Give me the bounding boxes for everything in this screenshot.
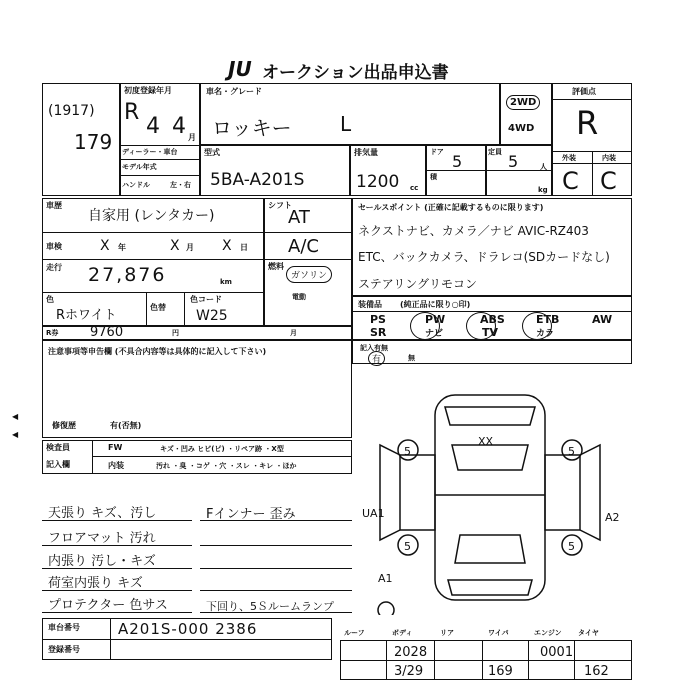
recycle-hint: 記入有無 [360,344,388,352]
chassis-label: 車台番号 [48,623,80,632]
color-value: Rホワイト [56,308,117,323]
dealer-label: ディーラー・車台 [122,148,178,156]
name-label: 車名・グレード [206,87,262,96]
int-label: 内装 [602,154,616,162]
mileage-label: 走行 [46,263,62,272]
ext-label: 外装 [562,154,576,162]
interior-label: 内装 [108,461,124,470]
weight-unit: kg [538,186,548,194]
history-label: 修復歴 [52,421,76,430]
ext-value: C [562,167,579,195]
month-unit: 月 [188,133,196,142]
equip-ps: PS [370,313,386,326]
year-label: 初度登録年月 [124,86,172,95]
color-code-value: W25 [196,308,228,324]
recycle-check-box [352,340,632,364]
fw-row: キズ・凹み ヒビ(ピ) ・リペア跡 ・X型 [160,445,284,453]
notes-label: 注意事項等申告欄 (不具合内容等は具体的に記入して下さい) [48,347,267,356]
bottom-v3: 169 [488,664,513,679]
recycle-unit: 円 [172,329,179,337]
damage-ua1: UA1 [362,507,385,520]
doors-value: 5 [452,152,463,171]
note-line-3: 内張り 汚し・キズ [48,554,156,569]
side-marker-icon: ◀ [12,412,19,421]
seats-unit: 人 [540,163,547,171]
fuel-label: 燃料 [268,262,284,271]
side-marker-icon: ◀ [12,430,19,439]
sales-line-1: ネクストナビ、カメラ／ナビ AVIC-RZ403 [358,224,589,238]
drive-2wd: 2WD [506,95,540,110]
year-era: R [124,100,140,125]
car-damage-diagram [360,385,630,615]
drive-box [500,83,552,145]
shaken-month-unit: 月 [186,243,194,252]
type-value: 5BA-A201S [210,170,305,190]
sales-line-3: ステアリングリモコン [358,277,478,291]
recycle-label: R券 [46,329,59,337]
mileage-value: 27,876 [88,264,167,286]
color-label: 色 [46,295,54,304]
color-code-label: 色コード [190,295,222,304]
weight-label: 積 [430,173,437,181]
yes-option: 有 [368,351,385,366]
handle-options: 左・右 [170,181,191,189]
drive-4wd: 4WD [508,123,535,134]
shaken-year-unit: 年 [118,243,126,252]
equip-etb: ETB [536,313,560,326]
seats-label: 定員 [488,148,502,156]
sales-label: セールスポイント (正確に記載するものに限ります) [358,203,544,212]
note-line-4: 荷室内張り キズ [48,576,143,591]
interior-row: 汚れ ・臭 ・コゲ ・穴 ・スレ ・キレ ・ほか [156,462,297,470]
tire-rl: 5 [404,540,411,553]
usage-value: 自家用 (レンタカー) [88,208,215,224]
usage-label: 車歴 [46,201,62,210]
chassis-value: A201S-000 2386 [118,620,258,638]
recycle-value: 9760 [90,325,124,340]
bottom-v2: 3/29 [394,664,424,679]
month-value: 4 [172,114,186,139]
bottom-v4: 0001 [540,645,574,660]
shaken-day-unit: 日 [240,243,248,252]
bottom-h3: リア [440,629,454,637]
damage-xx: XX [478,435,494,448]
inspector-label: 検査員 [46,443,70,452]
equip-pw: PW [425,313,446,326]
cc-unit: cc [410,184,419,192]
ac-value: A/C [288,236,319,257]
handle-label: ハンドル [122,181,150,189]
int-value: C [600,167,617,195]
recycle-box [42,326,352,340]
no-option: 無 [408,354,415,362]
fw-label: FW [108,443,123,452]
mission-label: シフト [268,201,292,210]
car-grade: L [340,112,352,136]
equip-navi: ナビ [425,329,444,339]
bottom-h4: ワイパ [488,629,509,637]
shaken-label: 車検 [46,242,62,251]
damage-a1: A1 [378,572,393,585]
note-line-2: フロアマット 汚れ [48,531,156,546]
note-line-1: 天張り キズ、汚し [48,506,157,521]
shaken-day: X [222,238,232,254]
inspection-record-label: 記入欄 [46,460,70,469]
model-year-label: モデル年式 [122,163,157,171]
shaken-year: X [100,238,110,254]
electric-label: 電動 [292,293,306,301]
equip-tv: TV [482,326,499,339]
seats-value: 5 [508,152,519,171]
note-right-1: Fインナー 歪み [206,507,296,522]
equipment-label: 装備品 [358,300,382,309]
cc-label: 排気量 [354,148,378,157]
cc-value: 1200 [356,172,400,192]
note-line-5: プロテクター 色サス [48,598,168,613]
doors-label: ドア [430,148,444,156]
equipment-note: (純正品に限り○印) [400,300,471,309]
registration-label: 登録番号 [48,645,80,654]
grade-label: 評価点 [572,87,596,96]
recycle-month: 月 [290,329,297,337]
sales-line-2: ETC、バックカメラ、ドラレコ(SDカードなし) [358,250,610,264]
year-value: 4 [146,114,160,139]
history-value: 有(否無) [110,421,142,430]
lot-number: 179 [74,130,113,154]
equip-sr: SR [370,326,387,339]
car-name: ロッキー [212,116,292,140]
equip-aw: AW [592,313,613,326]
bottom-v5: 162 [584,664,609,679]
logo: JU [228,57,252,81]
bottom-h2: ボディ [392,629,413,637]
grade-value: R [576,104,599,142]
lot-bid: (1917) [48,103,95,119]
bottom-h1: ルーフ [344,629,365,637]
equip-color: カラ [536,329,555,339]
damage-a2: A2 [605,511,620,524]
fuel-value: ガソリン [286,266,332,283]
equip-abs: ABS [480,313,505,326]
bottom-v1: 2028 [394,645,428,660]
note-right-2: 下回り、5Ｓルームランプ [206,600,334,613]
tire-rr: 5 [568,540,575,553]
shaken-month: X [170,238,180,254]
type-label: 型式 [204,148,220,157]
bottom-h5: エンジン [534,629,562,637]
tire-fr: 5 [568,445,575,458]
form-title: オークション出品申込書 [262,63,449,83]
mileage-unit: km [220,278,232,286]
tire-fl: 5 [404,445,411,458]
bottom-h6: タイヤ [578,629,599,637]
color-change-label: 色替 [150,303,166,312]
mission-value: AT [288,207,310,228]
